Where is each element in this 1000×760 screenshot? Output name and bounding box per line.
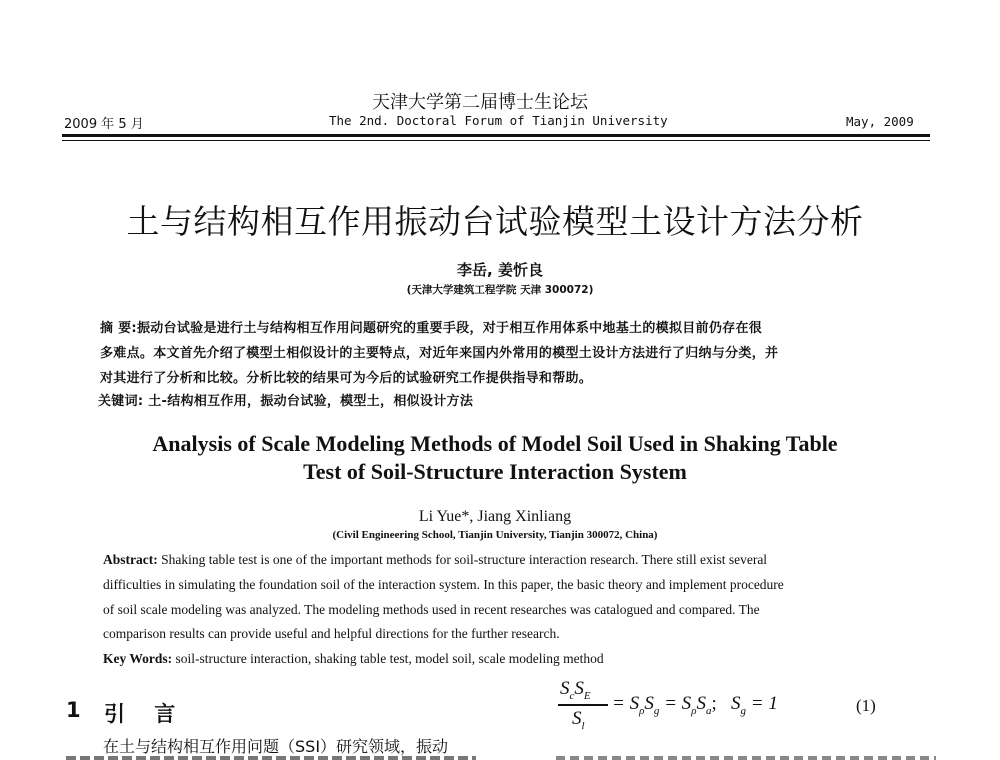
- equation-1: [556, 678, 936, 738]
- equation-fraction-bar: [558, 704, 608, 706]
- authors-en: Li Yue*, Jiang Xinliang: [418, 508, 572, 525]
- journal-name-cn: 天津大学第二届博士生论坛: [372, 92, 588, 113]
- abstract-en-line-4: comparison results can provide useful and helpful directions for the further research.: [103, 626, 560, 641]
- header-date-cn: 2009 年 5 月: [64, 117, 144, 132]
- paper-title-cn: 土与结构相互作用振动台试验模型土设计方法分析: [126, 202, 864, 241]
- authors-cn: 李岳, 姜忻良: [457, 261, 543, 279]
- abstract-cn-line-3: 对其进行了分析和比较。分析比较的结果可为今后的试验研究工作提供指导和帮助。: [100, 371, 593, 386]
- affiliation-cn: (天津大学建筑工程学院 天津 300072): [406, 284, 594, 296]
- header-rule-thin: [62, 140, 930, 141]
- abstract-cn-line-2: 多难点。本文首先介绍了模型土相似设计的主要特点，对近年来国内外常用的模型土设计方法进行了归纳与分类，并: [100, 346, 779, 361]
- keywords-en: [103, 651, 604, 667]
- equation-fraction-denominator: $S_l$: [572, 708, 585, 732]
- keywords-en-label: Key Words:: [103, 651, 173, 666]
- abstract-en-text-1: Shaking table test is one of the important methods for soil-structure interaction research. There still exist several: [157, 552, 768, 567]
- abstract-en-line-3: of soil scale modeling was analyzed. The modeling methods used in recent researches was catalogued and compared. The: [103, 602, 760, 617]
- section-1-title: 引 言: [104, 702, 176, 726]
- section-1-first-line: 在土与结构相互作用问题（SSI）研究领域，振动: [103, 737, 449, 756]
- equation-number: (1): [856, 696, 876, 715]
- abstract-en-line-2: difficulties in simulating the foundation soil of the interaction system. In this paper, the basic theory and implement procedure: [103, 577, 784, 592]
- journal-name-en: The 2nd. Doctoral Forum of Tianjin University: [329, 113, 668, 128]
- abstract-cn-line-1: [100, 317, 762, 336]
- header-rule-thick: [62, 134, 930, 137]
- keywords-en-text: soil-structure interaction, shaking table test, model soil, scale modeling method: [172, 651, 604, 666]
- equation-fraction-numerator: $S_cS_E$: [560, 678, 591, 702]
- paper-title-en-line-1: Analysis of Scale Modeling Methods of Model Soil Used in Shaking Table: [152, 431, 838, 456]
- section-1-number: 1: [66, 698, 81, 722]
- affiliation-en: (Civil Engineering School, Tianjin University, Tianjin 300072, China): [332, 529, 658, 541]
- abstract-en-line-1: [103, 552, 767, 568]
- abstract-en-label: Abstract:: [103, 552, 158, 567]
- right-column-cutoff-line: [556, 756, 936, 760]
- abstract-cn-text-1: 振动台试验是进行土与结构相互作用问题研究的重要手段，对于相互作用体系中地基土的模拟目前仍存在很: [136, 321, 763, 336]
- header-date-en: May, 2009: [846, 114, 914, 129]
- equation-rhs: = $S_\rho S_g = S_\rho S_a$; $S_g = 1$: [612, 693, 778, 717]
- paper-title-en-line-2: Test of Soil-Structure Interaction System: [303, 459, 687, 484]
- section-1-second-line-cutoff: [66, 756, 476, 760]
- keywords-cn: 关键词: 土-结构相互作用，振动台试验，模型土，相似设计方法: [98, 394, 474, 409]
- abstract-cn-label: 摘 要:: [100, 321, 137, 336]
